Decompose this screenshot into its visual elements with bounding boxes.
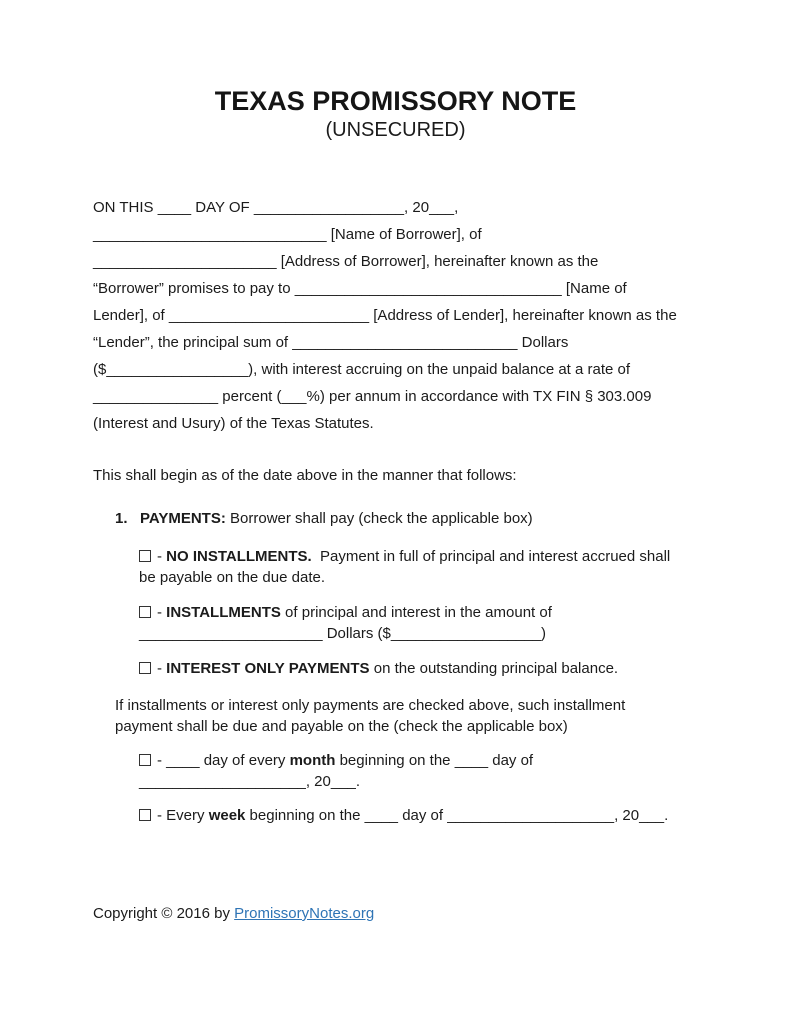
dash: - bbox=[157, 604, 167, 621]
copyright-footer bbox=[93, 903, 374, 924]
installments-line-1 bbox=[139, 602, 698, 623]
intro-line-3: ______________________ [Address of Borrower], hereinafter known as the bbox=[93, 253, 599, 270]
dash: - bbox=[157, 752, 167, 769]
monthly-line-1 bbox=[139, 750, 698, 771]
list-number: 1. bbox=[115, 510, 128, 527]
no-installments-line-2: be payable on the due date. bbox=[139, 569, 325, 586]
intro-line-1: ON THIS ____ DAY OF __________________, 20___, bbox=[93, 199, 459, 216]
promissorynotes-link[interactable]: PromissoryNotes.org bbox=[234, 905, 375, 922]
payments-heading bbox=[115, 508, 698, 529]
weekly-item bbox=[139, 805, 698, 826]
monthly-checkbox[interactable] bbox=[139, 754, 151, 766]
intro-paragraph bbox=[93, 194, 698, 437]
no-installments-label: NO INSTALLMENTS. bbox=[166, 548, 312, 565]
monthly-item bbox=[139, 750, 698, 792]
installments-line-2: ______________________ Dollars ($__________________) bbox=[139, 625, 547, 642]
installments-item bbox=[139, 602, 698, 644]
monthly-line-2: ____________________, 20___. bbox=[139, 773, 361, 790]
dash: - bbox=[157, 660, 167, 677]
dash: - bbox=[157, 548, 167, 565]
intro-line-8: _______________ percent (___%) per annum in accordance with TX FIN § 303.009 bbox=[93, 388, 652, 405]
weekly-bold-word: week bbox=[208, 807, 246, 824]
weekly-line bbox=[139, 805, 698, 826]
document-subtitle: (UNSECURED) bbox=[325, 119, 466, 141]
interest-only-line bbox=[139, 658, 698, 679]
copyright-text: Copyright © 2016 by bbox=[93, 905, 235, 922]
installments-text: of principal and interest in the amount of bbox=[280, 604, 552, 621]
interest-only-checkbox[interactable] bbox=[139, 662, 151, 674]
payments-label: PAYMENTS: bbox=[140, 510, 226, 527]
intro-line-4: “Borrower” promises to pay to ________________________________ [Name of bbox=[93, 280, 627, 297]
no-installments-item bbox=[139, 546, 698, 588]
intro-line-5: Lender], of ________________________ [Address of Lender], hereinafter known as the bbox=[93, 307, 677, 324]
note-line-1: If installments or interest only payments are checked above, such installment bbox=[115, 697, 626, 714]
no-installments-line-1 bbox=[139, 546, 698, 567]
payments-rest: Borrower shall pay (check the applicable box) bbox=[225, 510, 533, 527]
installments-label: INSTALLMENTS bbox=[166, 604, 281, 621]
intro-line-2: ____________________________ [Name of Borrower], of bbox=[93, 226, 482, 243]
installment-note bbox=[115, 695, 698, 737]
monthly-mid: beginning on the ____ day of bbox=[335, 752, 534, 769]
note-line-2: payment shall be due and payable on the (check the applicable box) bbox=[115, 718, 568, 735]
interest-only-label: INTEREST ONLY PAYMENTS bbox=[166, 660, 370, 677]
no-installments-text: Payment in full of principal and interest accrued shall bbox=[311, 548, 671, 565]
intro-line-9: (Interest and Usury) of the Texas Statutes. bbox=[93, 415, 374, 432]
intro-line-6: “Lender”, the principal sum of ___________________________ Dollars bbox=[93, 334, 569, 351]
interest-only-item bbox=[139, 658, 698, 679]
interest-only-text: on the outstanding principal balance. bbox=[369, 660, 619, 677]
monthly-pre: ____ day of every bbox=[166, 752, 290, 769]
no-installments-checkbox[interactable] bbox=[139, 550, 151, 562]
intro-line-7: ($_________________), with interest accruing on the unpaid balance at a rate of bbox=[93, 361, 631, 378]
weekly-text: beginning on the ____ day of ____________________, 20___. bbox=[245, 807, 669, 824]
monthly-bold-word: month bbox=[289, 752, 336, 769]
begin-statement: This shall begin as of the date above in the manner that follows: bbox=[93, 467, 517, 484]
document-title: TEXAS PROMISSORY NOTE bbox=[214, 86, 577, 116]
dash: - Every bbox=[157, 807, 209, 824]
weekly-checkbox[interactable] bbox=[139, 809, 151, 821]
installments-checkbox[interactable] bbox=[139, 606, 151, 618]
